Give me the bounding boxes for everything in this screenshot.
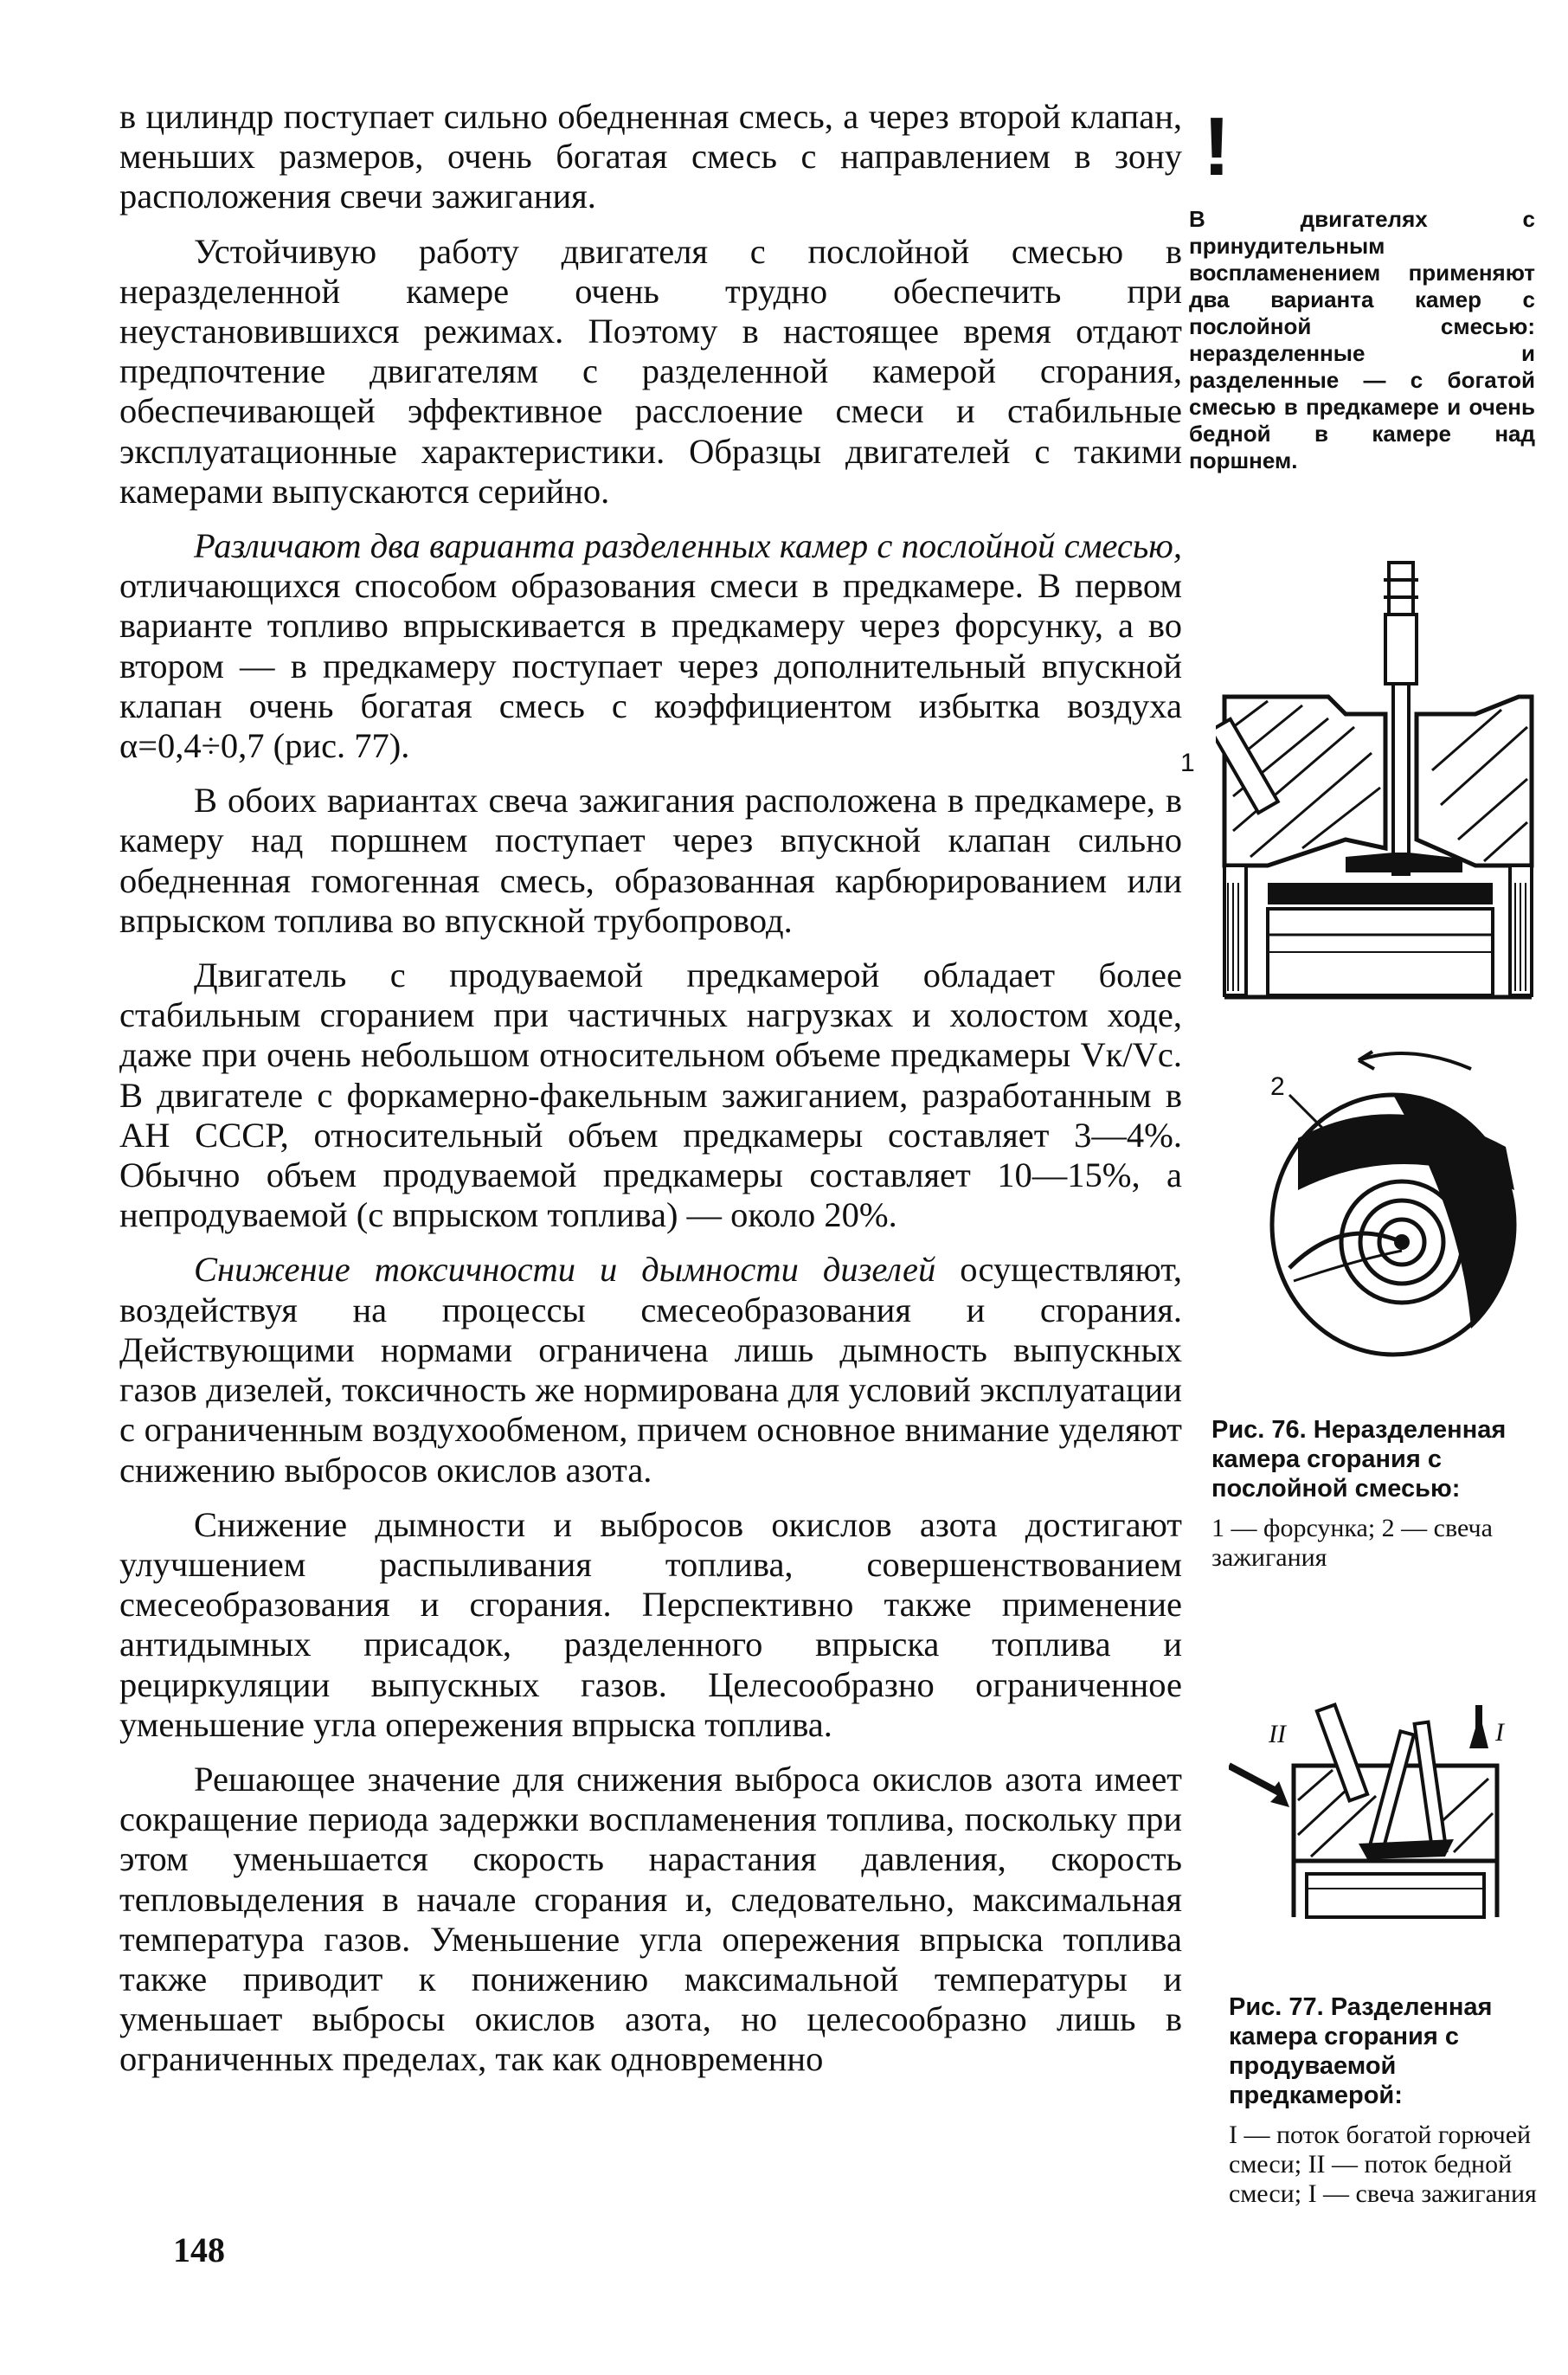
figure-76-section-drawing (1216, 554, 1536, 1004)
paragraph-6-italic-lead: Снижение токсичности и дымности дизелей (194, 1250, 936, 1290)
figure-77-label-II: II (1269, 1720, 1286, 1748)
paragraph-1: в цилиндр поступает сильно обедненная смесь, а через второй клапан, меньших размеров, очень богатая смесь с направлением в зону расположения свечи зажигания. (119, 97, 1182, 216)
paragraph-5: Двигатель с продуваемой предкамерой обладает более стабильным сгоранием при частичных нагрузках и холостом ходе, даже при очень небольшом относительном объеме предкамеры Vк/Vс. В двигателе с форкамерно-факельным зажиганием, разработанным в АН СССР, относительный объем предкамеры составляет 3—4%. Обычно объем продуваемой предкамеры составляет 10—15%, а непродуваемой (с впрыском топлива) — около 20%. (119, 956, 1182, 1235)
figure-76-label-1: 1 (1180, 749, 1195, 777)
margin-note: В двигателях с принудительным воспламенением применяют два варианта камер с послойной смесью: неразделенные и разделенные — с богатой смесью в предкамере и очень бедной в камере над поршнем. (1189, 206, 1535, 473)
paragraph-6 (119, 1250, 1182, 1490)
figure-76-top-view-drawing (1263, 1043, 1523, 1363)
figure-77-caption-legend: I — поток богатой горючей смеси; II — поток бедной смеси; I — свеча зажигания (1229, 2121, 1537, 2208)
figure-76-caption-legend: 1 — форсунка; 2 — свеча зажигания (1211, 1514, 1493, 1572)
paragraph-2: Устойчивую работу двигателя с послойной смесью в неразделенной камере очень трудно обеспечить при неустановившихся режимах. Поэтому в настоящее время отдают предпочтение двигателям с разделенной камерой сгорания, обеспечивающей эффективное расслоение смеси и стабильные эксплуатационные характеристики. Образцы двигателей с такими камерами выпускаются серийно. (119, 231, 1182, 511)
main-text-column (119, 97, 1182, 2095)
exclamation-mark-icon: ! (1203, 100, 1231, 193)
engine-head-section-illustration (1216, 554, 1536, 1004)
figure-77-caption (1229, 1992, 1568, 2209)
figure-77-caption-title: Рис. 77. Разделенная камера сгорания с продуваемой предкамерой: (1229, 1993, 1493, 2109)
figure-76-caption-title: Рис. 76. Неразделенная камера сгорания с послойной смесью: (1211, 1416, 1507, 1503)
paragraph-3-italic-lead: Различают два варианта разделенных камер с послойной смесью, (194, 526, 1182, 566)
figure-77-label-I: I (1495, 1718, 1504, 1747)
paragraph-8: Решающее значение для снижения выброса окислов азота имеет сокращение периода задержки воспламенения топлива, поскольку при этом уменьшается скорость нарастания давления, скорость тепловыделения в начале сгорания и, следовательно, максимальная температура газов. Уменьшение угла опережения впрыска топлива также приводит к понижению максимальной температуры и уменьшает выбросы окислов азота, но целесообразно лишь в ограниченных пределах, так как одновременно (119, 1759, 1182, 2079)
paragraph-3 (119, 526, 1182, 766)
paragraph-7: Снижение дымности и выбросов окислов азота достигают улучшением распыливания топлива, совершенствованием смесеобразования и сгорания. Перспективно также применение антидымных присадок, разделенного впрыска топлива и рециркуляции выпускных газов. Целесообразно ограниченное уменьшение угла опережения впрыска топлива. (119, 1504, 1182, 1744)
paragraph-4: В обоих вариантах свеча зажигания расположена в предкамере, в камеру над поршнем поступает через впускной клапан сильно обедненная гомогенная смесь, образованная карбюрированием или впрыском топлива во впускной трубопровод. (119, 781, 1182, 940)
page-number: 148 (173, 2230, 225, 2269)
figure-76-label-2: 2 (1270, 1072, 1285, 1101)
paragraph-6-body: осуществляют, воздействуя на процессы смесеобразования и сгорания. Действующими нормами ограничена лишь дымность выпускных газов дизелей, токсичность же нормирована для условий эксплуатации с ограниченным воздухообменом, причем основное внимание уделяют снижению выбросов окислов азота. (119, 1250, 1182, 1490)
paragraph-3-body: отличающихся способом образования смеси в предкамере. В первом варианте топливо впрыскивается в предкамеру через форсунку, а во втором — в предкамеру поступает через дополнительный впускной клапан очень богатая смесь с коэффициентом избытка воздуха α=0,4÷0,7 (рис. 77). (119, 566, 1182, 766)
chamber-top-view-illustration (1263, 1043, 1523, 1363)
figure-76-caption (1211, 1415, 1558, 1573)
